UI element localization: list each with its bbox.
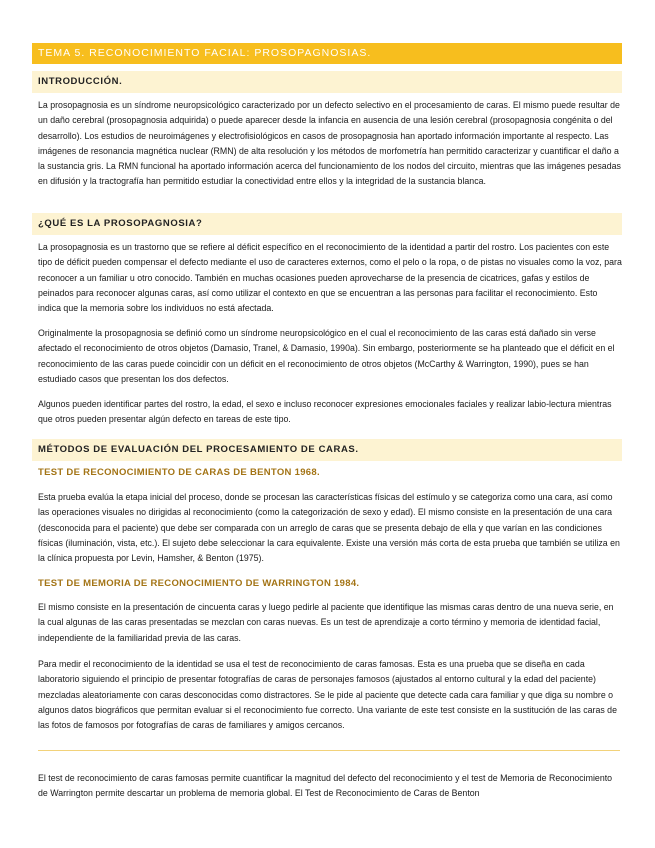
que-es-paragraph-2: Originalmente la prosopagnosia se definió como un síndrome neuropsicológico en el cual el reconocimiento de las caras está dañado sin verse afectado el reconocimiento de otros objetos (Damasio, Tranel, & Damasio, 1990a). Sin embargo, posteriormente se ha planteado que el déficit en el reconocimiento de las caras puede coincidir con un déficit en el reconocimiento de otros objetos (McCarthy & Warrington, 1990), pues se han estudiado casos que presentan los dos defectos.: [38, 328, 615, 384]
document-title: TEMA 5. RECONOCIMIENTO FACIAL: PROSOPAGNOSIAS.: [32, 43, 622, 64]
subheading-warrington: TEST DE MEMORIA DE RECONOCIMIENTO DE WARRINGTON 1984.: [38, 578, 360, 589]
que-es-paragraph-1: La prosopagnosia es un trastorno que se refiere al déficit específico en el reconocimiento de la identidad a partir del rostro. Los pacientes con este tipo de déficit pueden compensar el defecto mediante el uso de caracteres externos, como el pelo o la ropa, o de pistas no visuales como la voz, para reconocer a un familiar u otro conocido. También en muchas ocasiones pueden aprovecharse de la presencia de cicatrices, gafas y estilos de peinados para reconocer algunas caras, así como utilizar el contexto en que se encuentran a las personas para facilitar el reconocimiento. Esto indica que la memoria sobre los individuos no está afectada.: [38, 242, 622, 314]
divider-line: [38, 750, 620, 751]
section-heading-introduccion: INTRODUCCIÓN.: [32, 71, 622, 93]
que-es-paragraph-3: Algunos pueden identificar partes del rostro, la edad, el sexo e incluso reconocer expresiones emocionales faciales y realizar labio-lectura mientras que otros pueden presentar algún defecto en tareas de este tipo.: [38, 399, 612, 425]
warrington-paragraph-1: El mismo consiste en la presentación de cincuenta caras y luego pedirle al paciente que identifique las mismas caras dentro de una nueva serie, en la cual algunas de las caras presentadas se mezclan con caras nuevas. Es un test de aprendizaje a corto término y memoria de identidad facial, independiente de la familiaridad previa de las caras.: [38, 602, 614, 643]
intro-paragraph: La prosopagnosia es un síndrome neuropsicológico caracterizado por un defecto selectivo en el procesamiento de caras. El mismo puede resultar de un daño cerebral (prosopagnosia adquirida) o puede aparecer desde la infancia en ausencia de una lesión cerebral (prosopagnosia congénita o del desarrollo). Los estudios de neuroimágenes y electrofisiológicos en casos de prosopagnosia han aportado información importante al respecto. Las imágenes de resonancia magnética nuclear (RMN) de alta resolución y los métodos de morfometría han permitido caracterizar y cuantificar el daño a la sustancia gris. La RMN funcional ha aportado información acerca del funcionamiento de los nodos del circuito, mientras que las imágenes pesadas en difusión y la tractografía han permitido estudiar la conectividad entre ellos y la integridad de la sustancia blanca.: [38, 100, 621, 187]
closing-paragraph: El test de reconocimiento de caras famosas permite cuantificar la magnitud del defecto del reconocimiento y el test de Memoria de Reconocimiento de Warrington permite descartar un problema de memoria global. El Test de Reconocimiento de Caras de Benton: [38, 773, 613, 799]
warrington-paragraph-2: Para medir el reconocimiento de la identidad se usa el test de reconocimiento de caras famosas. Esta es una prueba que se diseña en cada laboratorio siguiendo el principio de presentar fotografías de caras de personajes famosos (ajustados al entorno cultural y la edad del paciente) mezcladas aleatoriamente con caras desconocidas como distractores. Se le pide al paciente que detecte cada cara familiar y que diga su nombre o algunos datos biográficos que permitan evaluar si el reconocimiento fue correcto. Una variante de este test consiste en la sustitución de las caras de las fotos de famosos por fotografías de caras de familiares y amigos cercanos.: [38, 659, 617, 731]
section-heading-que-es: ¿QUÉ ES LA PROSOPAGNOSIA?: [32, 213, 622, 235]
section-heading-metodos: MÉTODOS DE EVALUACIÓN DEL PROCESAMIENTO DE CARAS.: [32, 439, 622, 461]
benton-paragraph: Esta prueba evalúa la etapa inicial del proceso, donde se procesan las características físicas del estímulo y se categoriza como una cara, así como las operaciones visuales no dirigidas al reconocimiento (como la categorización de sexo y edad). El mismo consiste en la presentación de una cara (desconocida para el paciente) que debe ser comparada con un arreglo de caras que se presenta debajo de ella y que varían en las condiciones físicas (iluminación, vista, etc.). El sujeto debe seleccionar la cara equivalente. Existe una versión más corta de esta prueba que también se utiliza en la clínica propuesta por Levin, Hamsher, & Benton (1975).: [38, 492, 620, 564]
subheading-benton: TEST DE RECONOCIMIENTO DE CARAS DE BENTON 1968.: [38, 467, 320, 478]
